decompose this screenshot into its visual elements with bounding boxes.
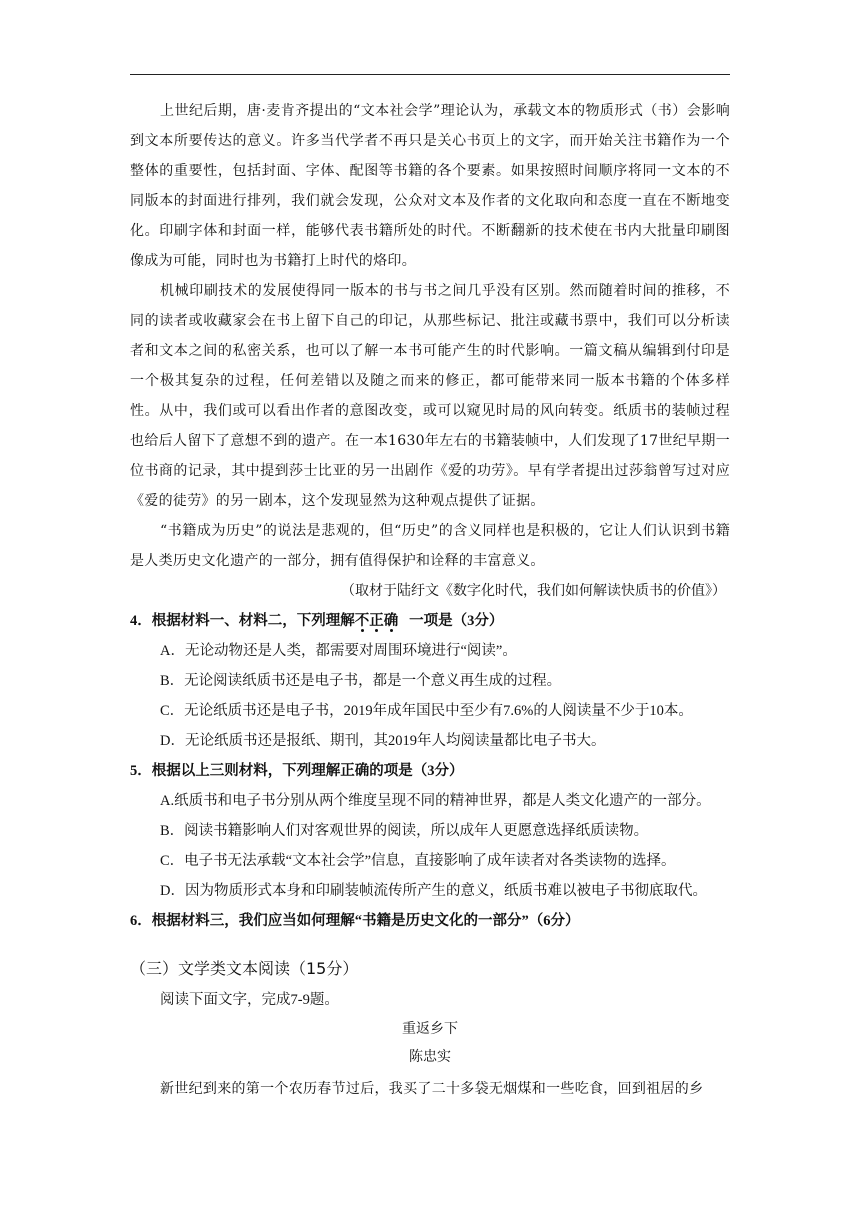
paragraph-1: 上世纪后期，唐·麦肯齐提出的“文本社会学”理论认为，承载文本的物质形式（书）会影响到文本所要传达的意义。许多当代学者不再只是关心书页上的文字，而开始关注书籍作为一个整体的重要性，包括封面、字体、配图等书籍的各个要素。如果按照时间顺序将同一文本的不同版本的封面进行排列，我们就会发现，公众对文本及作者的文化取向和态度一直在不断地变化。印刷字体和封面一样，能够代表书籍所处的时代。不断翻新的技术使在书内大批量印刷图像成为可能，同时也为书籍打上时代的烙印。 [130, 103, 730, 269]
header-rule [130, 74, 730, 75]
main-content [130, 96, 730, 936]
question-4-option-c: C．无论纸质书还是电子书，2019年成年国民中至少有7.6%的人阅读量不少于10本。 [160, 703, 693, 719]
paragraph-2: 机械印刷技术的发展使得同一版本的书与书之间几乎没有区别。然而随着时间的推移，不同的读者或收藏家会在书上留下自己的印记，从那些标记、批注或藏书票中，我们可以分析读者和文本之间的私密关系，也可以了解一本书可能产生的时代影响。一篇文稿从编辑到付印是一个极其复杂的过程，任何差错以及随之而来的修正，都可能带来同一版本书籍的个体多样性。从中，我们或可以看出作者的意图改变，或可以窥见时局的风向转变。纸质书的装帧过程也给后人留下了意想不到的遗产。在一本1630年左右的书籍装帧中，人们发现了17世纪早期一位书商的记录，其中提到莎士比亚的另一出剧作《爱的功劳》。早有学者提出过莎翁曾写过对应《爱的徒劳》的另一剧本，这个发现显然为这种观点提供了证据。 [130, 283, 730, 509]
paragraph-3: “书籍成为历史”的说法是悲观的，但“历史”的含义同样也是积极的，它让人们认识到书籍是人类历史文化遗产的一部分，拥有值得保护和诠释的丰富意义。 [130, 523, 730, 569]
story-first-line: 新世纪到来的第一个农历春节过后，我买了二十多袋无烟煤和一些吃食，回到祖居的乡 [160, 1081, 704, 1097]
source-citation: （取材于陆纡文《数字化时代，我们如何解读快质书的价值》） [341, 583, 726, 599]
question-5: 5．根据以上三则材料，下列理解正确的项是（3分） [130, 763, 464, 779]
question-4-option-b: B．无论阅读纸质书还是电子书，都是一个意义再生成的过程。 [160, 673, 562, 689]
question-5-option-d: D．因为物质形式本身和印刷装帧流传所产生的意义，纸质书难以被电子书彻底取代。 [160, 883, 707, 899]
reading-instruction: 阅读下面文字，完成7-9题。 [160, 992, 339, 1008]
question-5-option-c: C．电子书无法承载“文本社会学”信息，直接影响了成年读者对各类读物的选择。 [160, 853, 676, 869]
question-4-suffix: 一项是（3分） [409, 613, 504, 629]
question-5-option-b: B．阅读书籍影响人们对客观世界的阅读，所以成年人更愿意选择纸质读物。 [160, 823, 649, 839]
question-4-option-d: D．无论纸质书还是报纸、期刊，其2019年人均阅读量都比电子书大。 [160, 733, 606, 749]
question-4-option-a: A．无论动物还是人类，都需要对周围环境进行“阅读”。 [160, 643, 517, 659]
question-6: 6．根据材料三，我们应当如何理解“书籍是历史文化的一部分”（6分） [130, 913, 580, 929]
section-heading: （三）文学类文本阅读（15分） [130, 959, 359, 978]
question-4-prefix: 4．根据材料一、材料二，下列理解 [130, 613, 355, 629]
story-title: 重返乡下 [402, 1021, 458, 1037]
emphasis-char: 正 [369, 613, 384, 629]
emphasis-char: 确 [383, 613, 399, 629]
question-5-option-a: A.纸质书和电子书分别从两个维度呈现不同的精神世界，都是人类文化遗产的一部分。 [160, 793, 711, 809]
question-4 [130, 606, 730, 636]
story-author: 陈忠实 [409, 1049, 451, 1065]
emphasis-char: 不 [354, 613, 370, 629]
